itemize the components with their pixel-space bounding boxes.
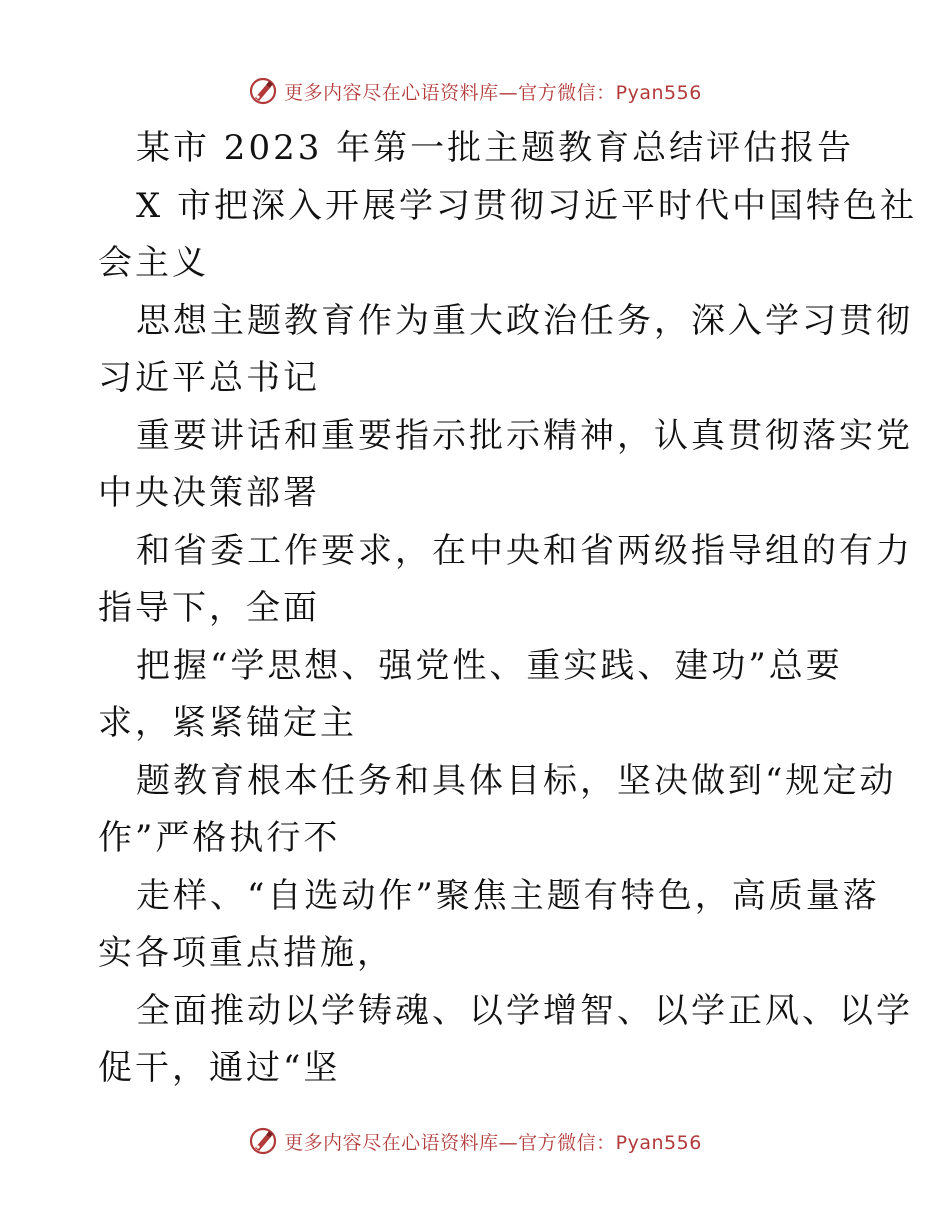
pen-nib-logo-icon: [248, 1126, 278, 1156]
footer-watermark-text: 更多内容尽在心语资料库—官方微信：Pyan556: [284, 1131, 702, 1154]
text-line: 求，紧紧锚定主: [98, 703, 357, 743]
text-line: 和省委工作要求，在中央和省两级指导组的有力: [136, 530, 913, 571]
text-line: 把握“学思想、强党性、重实践、建功”总要: [136, 645, 843, 686]
text-line: 走样、“自选动作”聚焦主题有特色，高质量落: [136, 875, 880, 916]
header-watermark-banner: [0, 71, 950, 111]
footer-watermark-banner: [0, 1121, 950, 1161]
text-line: 重要讲话和重要指示批示精神，认真贯彻落实党: [136, 415, 913, 456]
text-line: 习近平总书记: [98, 358, 320, 398]
text-line: 作”严格执行不: [98, 818, 341, 858]
document-body: [98, 120, 918, 1098]
text-line: 指导下，全面: [98, 588, 320, 628]
header-watermark-text: 更多内容尽在心语资料库—官方微信：Pyan556: [284, 81, 702, 104]
document-title: 某市 2023 年第一批主题教育总结评估报告: [136, 128, 855, 168]
text-line: 全面推动以学铸魂、以学增智、以学正风、以学: [136, 990, 913, 1031]
text-line: X 市把深入开展学习贯彻习近平时代中国特色社: [136, 185, 918, 226]
text-line: 会主义: [98, 243, 209, 283]
text-line: 思想主题教育作为重大政治任务，深入学习贯彻: [136, 300, 913, 341]
pen-nib-logo-icon: [248, 76, 278, 106]
text-line: 中央决策部署: [98, 473, 320, 513]
text-line: 促干，通过“坚: [98, 1048, 341, 1088]
text-line: 题教育根本任务和具体目标，坚决做到“规定动: [136, 760, 897, 801]
text-line: 实各项重点措施，: [98, 933, 394, 973]
